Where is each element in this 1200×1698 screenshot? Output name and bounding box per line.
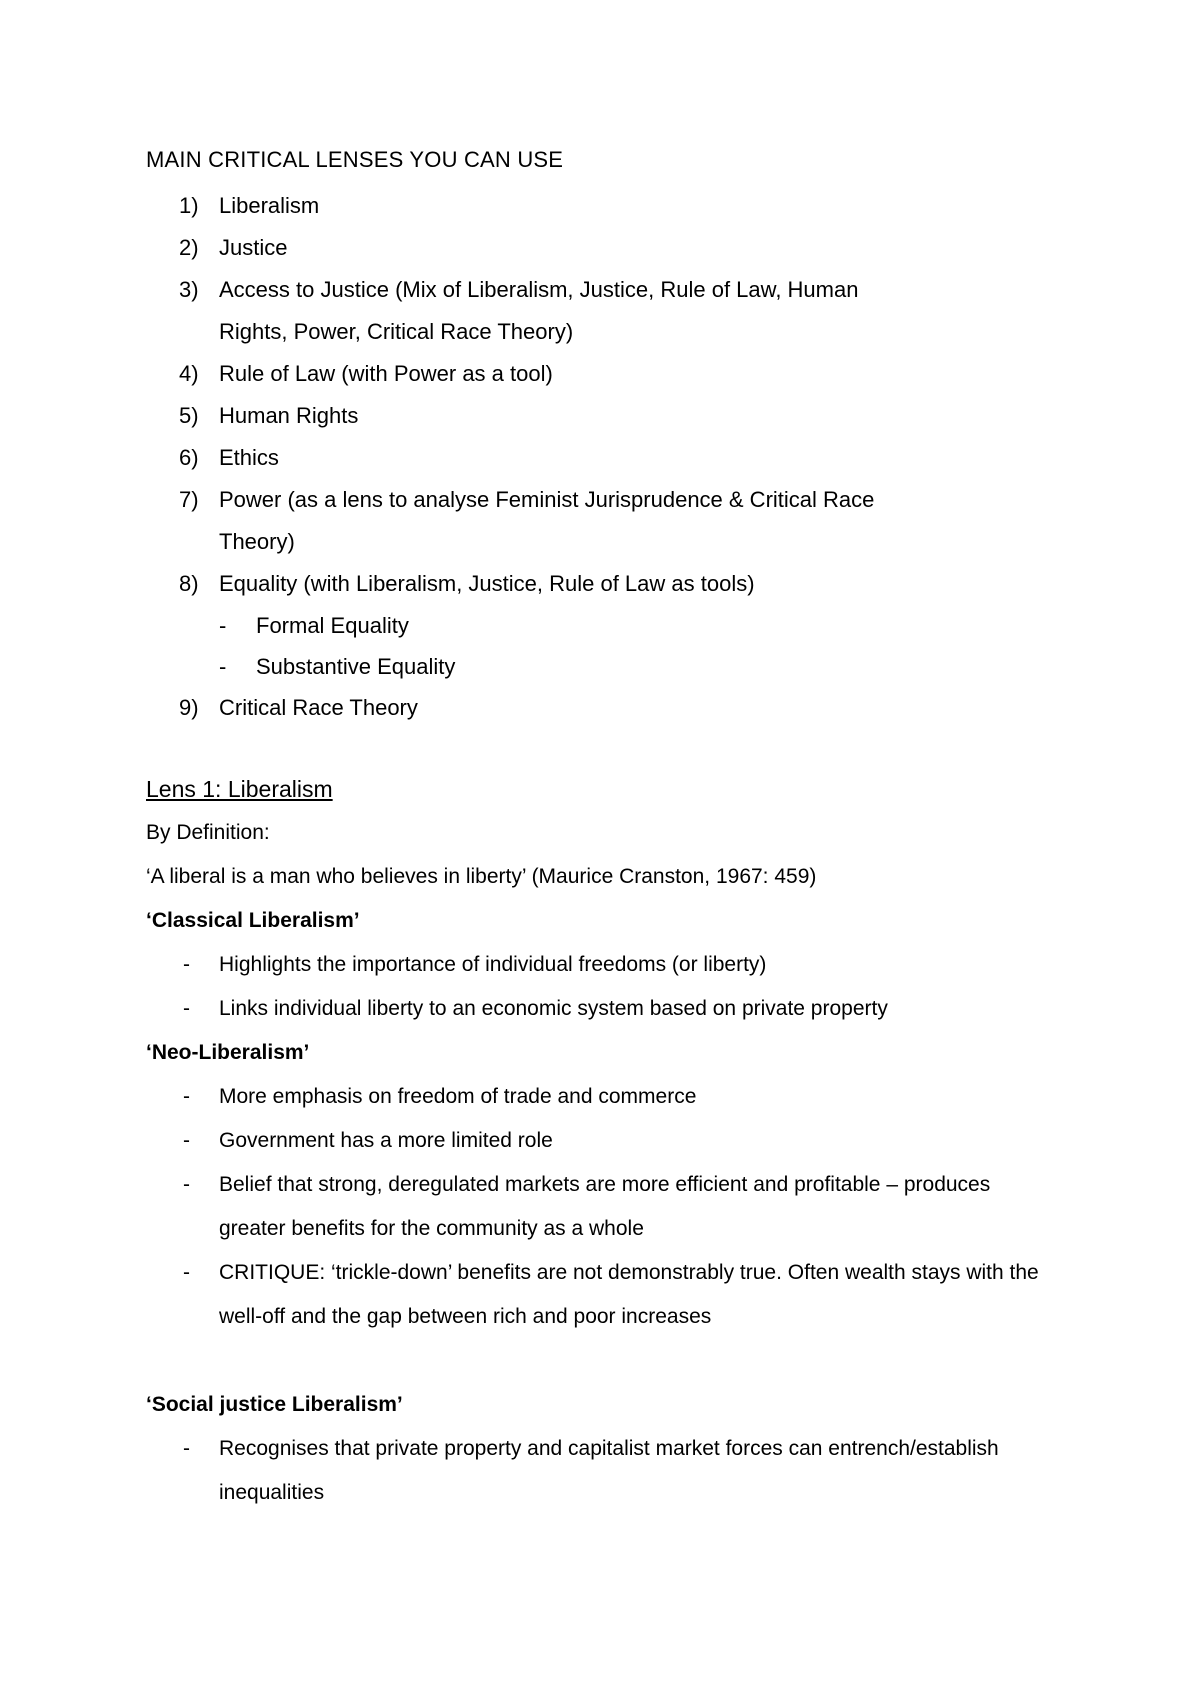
dash-bullet: - bbox=[183, 953, 190, 976]
list-item-text: Access to Justice (Mix of Liberalism, Justice, Rule of Law, Human Rights, Power, Critical Race Theory) bbox=[219, 277, 859, 344]
bullet-item bbox=[146, 1251, 1079, 1339]
bullet-item bbox=[146, 1119, 1086, 1163]
spacer bbox=[146, 1339, 1086, 1383]
list-number: 6) bbox=[179, 445, 199, 470]
bullet-text: CRITIQUE: ‘trickle-down’ benefits are not demonstrably true. Often wealth stays with the well-off and the gap between rich and poor increases bbox=[219, 1261, 1039, 1328]
list-item-text: Rule of Law (with Power as a tool) bbox=[219, 361, 553, 386]
bullet-item bbox=[146, 1163, 1059, 1251]
sub-list-item-text: Formal Equality bbox=[256, 613, 409, 638]
bullet-text: More emphasis on freedom of trade and commerce bbox=[219, 1085, 697, 1108]
definition-quote: ‘A liberal is a man who believes in liberty’ (Maurice Cranston, 1967: 459) bbox=[146, 865, 817, 888]
page-heading: MAIN CRITICAL LENSES YOU CAN USE bbox=[146, 147, 564, 172]
list-number: 5) bbox=[179, 403, 199, 428]
dash-bullet: - bbox=[183, 1085, 190, 1108]
list-number: 2) bbox=[179, 235, 199, 260]
list-number: 4) bbox=[179, 361, 199, 386]
list-item bbox=[146, 269, 909, 353]
dash-bullet: - bbox=[219, 654, 227, 679]
list-item-text: Liberalism bbox=[219, 193, 320, 218]
bullet-text: Belief that strong, deregulated markets are more efficient and profitable – produces greater benefits for the community as a whole bbox=[219, 1173, 991, 1240]
dash-bullet: - bbox=[219, 613, 227, 638]
list-item bbox=[146, 479, 919, 563]
bullet-text: Highlights the importance of individual freedoms (or liberty) bbox=[219, 953, 767, 976]
lenses-list bbox=[146, 185, 1046, 729]
list-item bbox=[146, 563, 1046, 687]
list-item-text: Power (as a lens to analyse Feminist Jurisprudence & Critical Race Theory) bbox=[219, 487, 875, 554]
list-item-text: Human Rights bbox=[219, 403, 359, 428]
bullet-text: Links individual liberty to an economic system based on private property bbox=[219, 997, 888, 1020]
bullet-text: Recognises that private property and capitalist market forces can entrench/establish inequalities bbox=[219, 1437, 999, 1504]
bullet-item bbox=[146, 1427, 1079, 1515]
list-item bbox=[146, 437, 1046, 479]
list-item bbox=[146, 185, 1046, 227]
bullet-item bbox=[146, 1075, 1086, 1119]
equality-sublist bbox=[219, 605, 1046, 687]
dash-bullet: - bbox=[183, 1173, 190, 1196]
list-item bbox=[146, 227, 1046, 269]
lens-1-section bbox=[146, 770, 1086, 1515]
bullet-item bbox=[146, 943, 1086, 987]
list-number: 7) bbox=[179, 487, 199, 512]
neo-liberalism-title: ‘Neo-Liberalism’ bbox=[146, 1041, 310, 1064]
list-item-text: Critical Race Theory bbox=[219, 695, 418, 720]
sub-list-item bbox=[219, 646, 1046, 687]
list-number: 3) bbox=[179, 277, 199, 302]
sub-list-item bbox=[219, 605, 1046, 646]
bullet-item bbox=[146, 987, 1086, 1031]
list-item-text: Equality (with Liberalism, Justice, Rule of Law as tools) bbox=[219, 571, 755, 596]
list-item bbox=[146, 395, 1046, 437]
list-item bbox=[146, 687, 1046, 729]
social-justice-liberalism-title: ‘Social justice Liberalism’ bbox=[146, 1393, 403, 1416]
dash-bullet: - bbox=[183, 1129, 190, 1152]
list-number: 1) bbox=[179, 193, 199, 218]
dash-bullet: - bbox=[183, 1261, 190, 1284]
bullet-text: Government has a more limited role bbox=[219, 1129, 553, 1152]
dash-bullet: - bbox=[183, 1437, 190, 1460]
sub-list-item-text: Substantive Equality bbox=[256, 654, 456, 679]
dash-bullet: - bbox=[183, 997, 190, 1020]
list-number: 9) bbox=[179, 695, 199, 720]
list-item-text: Justice bbox=[219, 235, 288, 260]
list-item bbox=[146, 353, 1046, 395]
classical-liberalism-title: ‘Classical Liberalism’ bbox=[146, 909, 360, 932]
by-definition-label: By Definition: bbox=[146, 821, 270, 844]
list-item-text: Ethics bbox=[219, 445, 279, 470]
list-number: 8) bbox=[179, 571, 199, 596]
section-title: Lens 1: Liberalism bbox=[146, 776, 333, 802]
